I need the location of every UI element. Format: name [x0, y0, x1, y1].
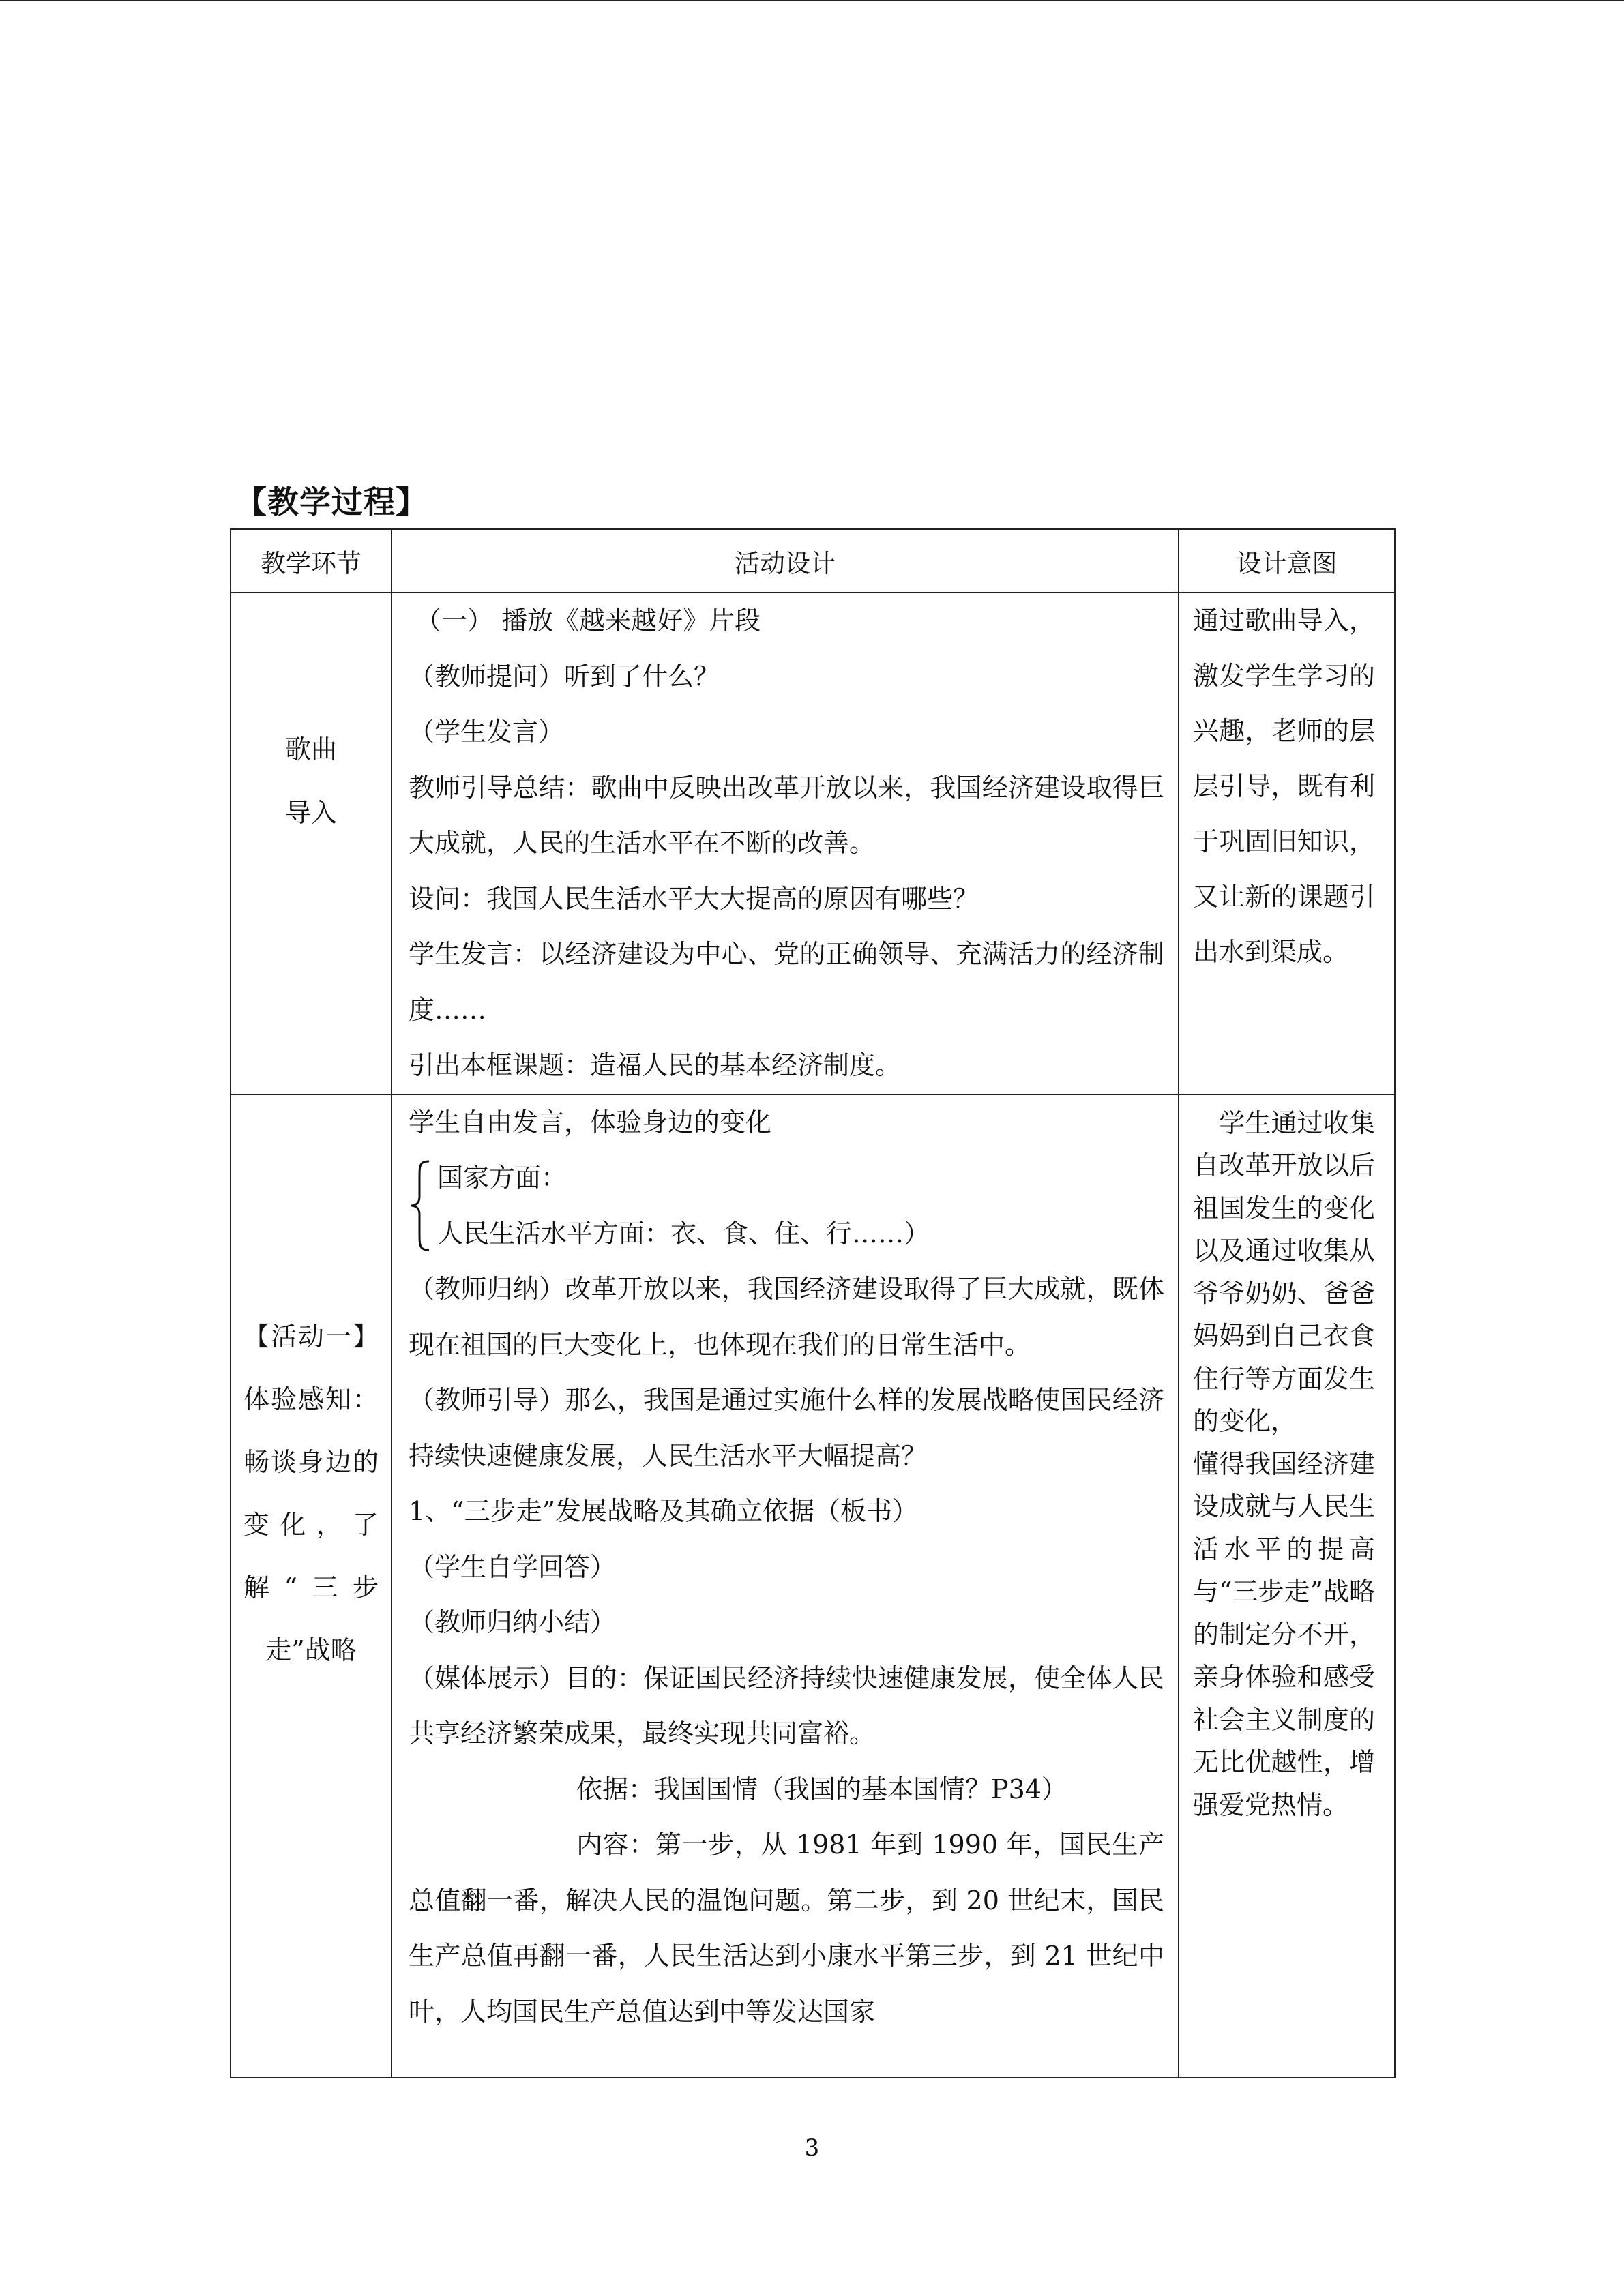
table-row [231, 1094, 1395, 2078]
brace-group [409, 1150, 1164, 1262]
activity-line: 人民生活水平方面：衣、食、住、行……） [437, 1218, 930, 1249]
activity-line: （学生自学回答） [409, 1551, 617, 1582]
activity-line: 1、“三步走”发展战略及其确立依据（板书） [409, 1496, 919, 1526]
activity-line: （一） 播放《越来越好》片段 [415, 606, 761, 636]
header-stage: 教学环节 [231, 529, 392, 593]
intent-text: 学生通过收集自改革开放以后祖国发生的变化以及通过收集从爷爷奶奶、爸爸妈妈到自己衣食住行等方面发生的变化， [1193, 1107, 1375, 1436]
section-heading: 【教学过程】 [235, 483, 428, 520]
activity-line: （教师归纳小结） [409, 1607, 617, 1637]
activity-line: 引出本框课题：造福人民的基本经济制度。 [409, 1050, 902, 1080]
activity-line: （媒体展示）目的：保证国民经济持续快速健康发展，使全体人民共享经济繁荣成果，最终实现共同富裕。 [409, 1663, 1164, 1748]
stage-text: 【活动一】体验感知：畅谈身边的变化，了解“三步走”战略 [243, 1321, 379, 1665]
table-row [231, 593, 1395, 1094]
intent-text: 通过歌曲导入，激发学生学习的兴趣，老师的层层引导，既有利于巩固旧知识，又让新的课题引出水到渠成。 [1193, 606, 1375, 967]
activity-line: 教师引导总结：歌曲中反映出改革开放以来，我国经济建设取得巨大成就，人民的生活水平在不断的改善。 [409, 772, 1164, 858]
table-header-row [231, 529, 1395, 593]
stage-line: 导入 [284, 798, 337, 828]
activity-cell [392, 593, 1179, 1094]
activity-cell [392, 1094, 1179, 2078]
intent-cell [1179, 1094, 1395, 2078]
activity-line: （学生发言） [409, 717, 565, 747]
activity-line: （教师提问）听到了什么？ [409, 661, 720, 691]
stage-line: 歌曲 [284, 734, 337, 764]
activity-line: 学生发言：以经济建设为中心、党的正确领导、充满活力的经济制度…… [409, 939, 1164, 1025]
activity-line: 依据：我国国情（我国的基本国情？P34） [576, 1774, 1067, 1804]
activity-line: （教师归纳）改革开放以来，我国经济建设取得了巨大成就，既体现在祖国的巨大变化上，也体现在我们的日常生活中。 [409, 1274, 1164, 1360]
activity-line: 国家方面： [437, 1163, 567, 1193]
stage-cell [231, 593, 392, 1094]
activity-line: （教师引导）那么，我国是通过实施什么样的发展战略使国民经济持续快速健康发展，人民生活水平大幅提高？ [409, 1385, 1164, 1471]
activity-line: 设问：我国人民生活水平大大提高的原因有哪些？ [409, 883, 979, 914]
page-number: 3 [804, 2134, 820, 2162]
intent-text: 懂得我国经济建设成就与人民生活水平的提高与“三步走”战略的制定分不开，亲身体验和感受社会主义制度的无比优越性，增强爱党热情。 [1193, 1448, 1375, 1820]
activity-line: 学生自由发言，体验身边的变化 [409, 1107, 772, 1137]
teaching-process-table [230, 528, 1396, 2078]
header-activity: 活动设计 [392, 529, 1179, 593]
header-intent: 设计意图 [1179, 529, 1395, 593]
left-brace-icon [409, 1159, 433, 1253]
stage-cell [231, 1094, 392, 2078]
intent-cell [1179, 593, 1395, 1094]
activity-line: 内容：第一步，从 1981 年到 1990 年，国民生产总值翻一番，解决人民的温饱问题。第二步，到 20 世纪末，国民生产总值再翻一番，人民生活达到小康水平第三步，到 21 世纪中叶，人均国民生产总值达到中等发达国家 [409, 1830, 1164, 2027]
top-border-line [0, 0, 1624, 1]
